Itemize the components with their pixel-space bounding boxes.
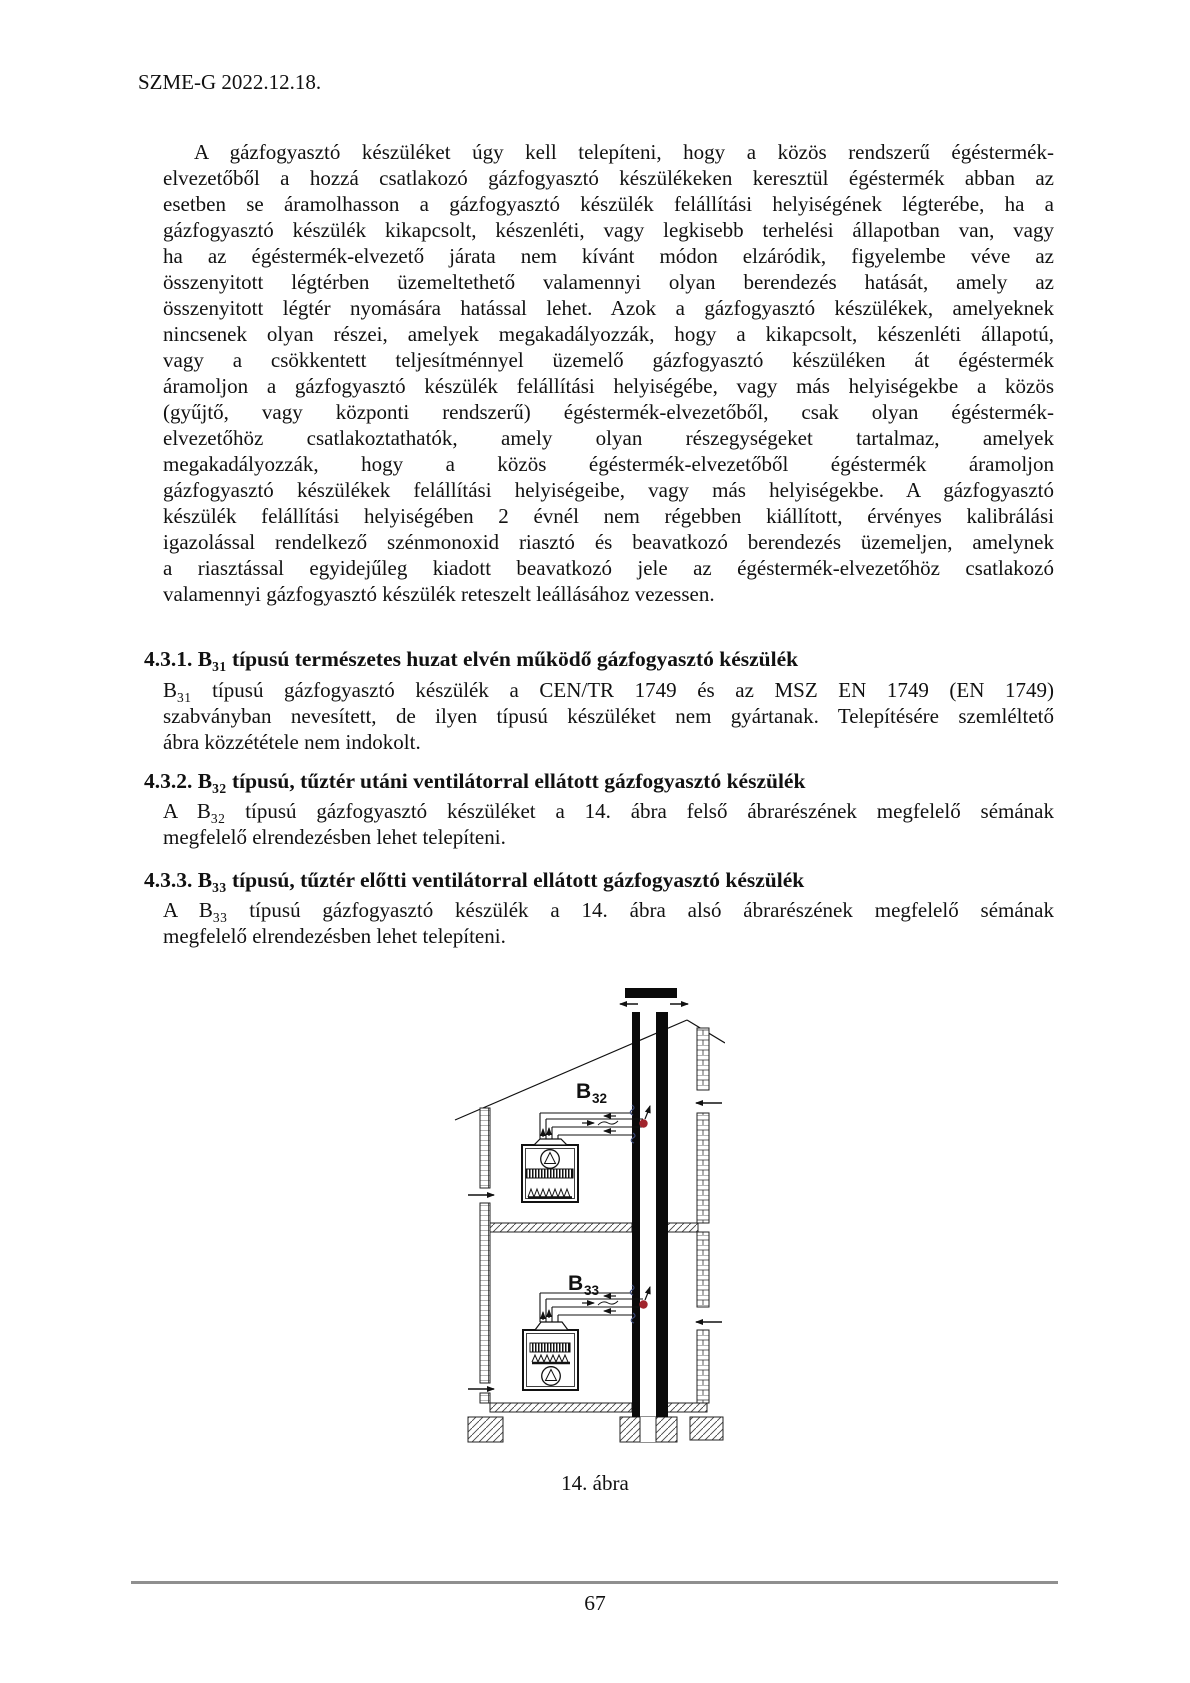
svg-text:B: B — [568, 1272, 584, 1295]
paragraph-line: áramoljon a gázfogyasztó készülék felállítási helyiségébe, vagy más helyiségekbe a közös — [163, 374, 1054, 398]
heading-text: típusú, tűztér előtti ventilátorral ellátott gázfogyasztó készülék — [226, 868, 805, 892]
heading-text: 4.3.1. B — [144, 647, 213, 671]
paragraph-line: elvezetőből a hozzá csatlakozó gázfogyasztó készülékeken keresztül égéstermék abban az — [163, 166, 1054, 190]
label-b32 — [576, 1080, 607, 1106]
chimney-right-wall — [656, 1012, 668, 1417]
paragraph-line: a riasztással egyidejűleg kiadott beavatkozó jele az égéstermék-elvezetőhöz csatlakozó — [163, 556, 1054, 580]
section-heading-4-3-1 — [144, 647, 798, 675]
section-heading-4-3-3 — [144, 868, 804, 896]
chimney — [625, 988, 677, 1442]
flue-up-arrow — [645, 1287, 650, 1300]
heading-text: 4.3.3. B — [144, 868, 213, 892]
body-line: $B_{31}$ típusú gázfogyasztó készülék a CEN/TR 1749 és az MSZ EN 1749 (EN 1749) — [163, 678, 1054, 705]
section-body-4-3-2 — [163, 798, 1054, 850]
flue-channel-through-foundation — [641, 1417, 656, 1442]
paragraph-line: összenyitott légtérben üzemeltethető valamennyi olyan berendezés hatását, amely az — [163, 270, 1054, 294]
page-number: 67 — [584, 1591, 606, 1615]
paragraph-line: gázfogyasztó készülékek felállítási helyiségeibe, vagy más helyiségekbe. A gázfogyasztó — [163, 478, 1054, 502]
section-body-4-3-3 — [163, 897, 1054, 949]
body-line: szabványban nevesített, de ilyen típusú készüléket nem gyártanak. Telepítésére szemléltető — [163, 704, 1054, 728]
paragraph-line: készülék felállítási helyiségében 2 évnél nem régebben kiállított, érvényes kalibrálási — [163, 504, 1054, 528]
header-doc-id: SZME-G 2022.12.18. — [138, 70, 322, 94]
heading-subscript: 32 — [212, 781, 227, 796]
paragraph-line: valamennyi gázfogyasztó készülék reteszelt leállásához vezessen. — [163, 582, 715, 606]
paragraph-line: összenyitott légtér nyomására hatással lehet. Azok a gázfogyasztó készülékek, amelyeknek — [163, 296, 1054, 320]
flue-collar — [534, 1139, 567, 1145]
paragraph-line: esetben se áramolhasson a gázfogyasztó készülék felállítási helyiségének légterébe, ha a — [163, 192, 1054, 216]
heading-subscript: 31 — [212, 659, 227, 674]
figure-14-drawing — [430, 945, 725, 1455]
paragraph-line: igazolással rendelkező szénmonoxid riasztó és beavatkozó berendezés üzemeljen, amelynek — [163, 530, 1054, 554]
section-body-4-3-1 — [163, 677, 1054, 755]
body-line: A $B_{33}$ típusú gázfogyasztó készülék a 14. ábra alsó ábrarészének megfelelő sémának — [163, 898, 1055, 925]
body-line: A $B_{32}$ típusú gázfogyasztó készüléket a 14. ábra felső ábrarészének megfelelő sémának — [163, 799, 1054, 826]
intro-paragraph — [163, 139, 1054, 607]
paragraph-line: elvezetőhöz csatlakoztathatók, amely olyan részegységeket tartalmaz, amelyek — [163, 426, 1054, 450]
paragraph-line: A gázfogyasztó készüléket úgy kell telepíteni, hogy a közös rendszerű égéstermék- — [194, 140, 1054, 164]
right-wall — [697, 1028, 709, 1403]
footer-rule — [131, 1581, 1058, 1584]
figure-caption: 14. ábra — [561, 1471, 629, 1495]
heading-text: 4.3.2. B — [144, 769, 213, 793]
paragraph-line: (gyűjtő, vagy központi rendszerű) égéstermék-elvezetőből, csak olyan égéstermék- — [163, 400, 1054, 424]
label-b33 — [568, 1272, 600, 1298]
heat-exchanger-grille — [526, 1169, 573, 1178]
junction-dot-b32 — [639, 1119, 647, 1127]
svg-text:32: 32 — [592, 1091, 608, 1106]
heading-subscript: 33 — [212, 880, 227, 895]
chimney-cap — [625, 988, 677, 998]
paragraph-line: megakadályozzák, hogy a közös égéstermék-elvezetőből égéstermék áramoljon — [163, 452, 1054, 476]
paragraph-line: ha az égéstermék-elvezető járata nem kívánt módon elzáródik, figyelembe véve az — [163, 244, 1054, 268]
junction-dot-b33 — [639, 1300, 647, 1308]
section-heading-4-3-2 — [144, 769, 805, 797]
heading-text: típusú, tűztér utáni ventilátorral ellátott gázfogyasztó készülék — [226, 769, 806, 793]
foundation-blocks — [468, 1417, 723, 1442]
svg-text:33: 33 — [584, 1283, 600, 1298]
left-wall — [480, 1108, 490, 1403]
svg-text:B: B — [576, 1080, 592, 1103]
figure-14 — [430, 945, 725, 1455]
body-line: ábra közzététele nem indokolt. — [163, 730, 421, 754]
body-line: megfelelő elrendezésben lehet telepíteni. — [163, 924, 506, 948]
paragraph-line: nincsenek olyan részei, amelyek megakadályozzák, hogy a kikapcsolt, készenléti állapotú, — [163, 322, 1054, 346]
roof-lines — [455, 1020, 725, 1120]
body-line: megfelelő elrendezésben lehet telepíteni. — [163, 825, 506, 849]
flue-up-arrow — [645, 1106, 650, 1119]
appliance-b33 — [523, 1322, 578, 1390]
paragraph-line: gázfogyasztó készülék kikapcsolt, készenléti, vagy legkisebb terhelési állapotban van, vagy — [163, 218, 1054, 242]
flue-collar — [535, 1322, 568, 1330]
paragraph-line: vagy a csökkentett teljesítménnyel üzemelő gázfogyasztó készüléken át égéstermék — [163, 348, 1054, 372]
heading-text: típusú természetes huzat elvén működő gázfogyasztó készülék — [226, 647, 799, 671]
chimney-left-wall — [632, 1012, 640, 1417]
heat-exchanger-grille — [530, 1343, 570, 1352]
appliance-b32 — [522, 1139, 578, 1202]
ground-slab — [490, 1403, 707, 1412]
duct-b32 — [540, 1113, 643, 1139]
